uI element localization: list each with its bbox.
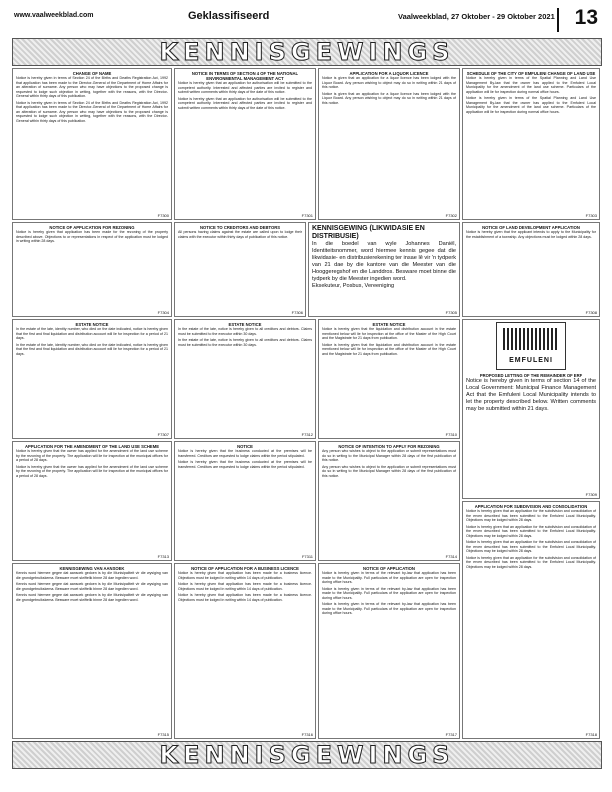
notice-body: Notice is hereby given that an application for authorisation will be submitted to the competent authority. Interested and affected parties are invited to register and submit written comments within thirty days of the date of this notice. (178, 96, 312, 110)
notice-title: NOTICE OF LAND DEVELOPMENT APPLICATION (482, 225, 580, 230)
notice-body: Notice is hereby given that the business conducted at the premises will be transferred. Creditors are requested to lodge claims within the period stipulated. (178, 460, 312, 469)
section-title: Geklassifiseerd (188, 10, 270, 22)
notice-title: NOTICE OF INTENTION TO APPLY FOR REZONING (338, 444, 440, 449)
notice (462, 222, 600, 317)
notice-body: Kennis word hiermee gegee dat aansoek gedoen is by die Munisipaliteit vir die wysiging van die grondgebruikskema. Besware moet skriftelik binne 28 dae ingedien word. (16, 571, 168, 580)
notice-ref: F7305 (445, 310, 457, 315)
site-url[interactable]: www.vaalweekblad.com (14, 12, 94, 19)
notice-body: Notice is hereby given that application has been made for a business licence. Objections must be lodged in writing within 14 days of publication. (178, 571, 312, 580)
logo-text: EMFULENI (509, 357, 553, 364)
notice-title: NOTICE (237, 444, 253, 449)
notice-title: NOTICE IN TERMS OF SECTION 4 OF THE NATIONAL ENVIRONMENTAL MANAGEMENT ACT (191, 71, 299, 82)
notice-contact: Eksekuteur, Posbus, Vereeniging (312, 283, 395, 289)
notice (318, 319, 460, 439)
notice-ref: F7301 (301, 213, 313, 218)
notice-body: Notice is hereby given that an application for authorisation will be submitted to the competent authority. Interested and affected parties are invited to register and submit written comments within thirty days of the date of this notice. (178, 81, 312, 95)
notice-title: NOTICE TO CREDITORS AND DEBTORS (199, 225, 281, 230)
notice-ref: F7310 (445, 432, 457, 437)
notice-body: Notice is hereby given that application has been made for a business licence. Objections must be lodged in writing within 14 days of publication. (178, 593, 312, 602)
notice-title: CHANGE OF NAME (72, 71, 112, 76)
notice-body: Notice is given that an application for a liquor licence has been lodged with the Liquor Board. Any person wishing to object may do so in writing within 21 days of this notice. (322, 91, 456, 105)
notice (12, 563, 172, 739)
notice (174, 563, 316, 739)
page-header (14, 8, 598, 34)
notice (174, 222, 306, 317)
banner-title: KENNISGEWINGS (159, 38, 455, 66)
notice-body: Any person who wishes to object to the application or submit representations must do so in writing to the Municipal Manager within 28 days of the first publication of this notice. (322, 464, 456, 478)
logo-graphic (503, 328, 559, 350)
notice (318, 441, 460, 561)
notice-ref: F7313 (157, 554, 169, 559)
notice-title: KENNISGEWING (LIKWIDASIE EN DISTRIBUSIE) (312, 225, 425, 240)
notice-body: Notice is hereby given in terms of section 14 of the Local Government: Municipal Finance Management Act that the Emfuleni Local Municipality intends to let the property described below. Written comments may be submitted within 21 days. (466, 378, 596, 413)
notice-ref: F7316 (301, 732, 313, 737)
notice-emfuleni (462, 319, 600, 499)
notice-body: In the estate of the late, notice is hereby given to all creditors and debtors. Claims must be submitted to the executor within 30 days. (178, 338, 312, 347)
notice-title: KENNISGEWING VAN AANSOEK (59, 566, 125, 571)
notice-ref: F7308 (585, 310, 597, 315)
notice-body: Notice is hereby given that the applicant intends to apply to the Municipality for the establishment of a township. Any objections must be lodged within 28 days. (466, 230, 596, 239)
notice-body: Notice is hereby given in terms of the relevant by-law that application has been made to the Municipality. Full particulars of the application are open for inspection during office hours. (322, 571, 456, 585)
page-number: 13 (574, 6, 598, 29)
banner-title: KENNISGEWINGS (159, 741, 455, 769)
notice-body: In die boedel van wyle Johannes Daniël, Identiteitsnommer, word hiermee kennis gegee dat die likwidasie- en distribusierekening ter insae lê vir 'n tydperk van 21 dae by die kantore van die Meester van die Hooggeregshof en die Landdros. Besware moet binne die tydperk by die Meester ingedien word. (312, 241, 456, 282)
notice-ref: F7307 (157, 432, 169, 437)
notice-ref: F7304 (157, 310, 169, 315)
notice-ref: F7311 (301, 554, 313, 559)
notice-body: Notice is hereby given in terms of the relevant by-law that application has been made to the Municipality. Full particulars of the application are open for inspection during office hours. (322, 602, 456, 616)
section-banner-top (12, 38, 602, 66)
notice-ref: F7317 (445, 732, 457, 737)
notice-title: NOTICE OF APPLICATION FOR REZONING (49, 225, 135, 230)
notice (12, 441, 172, 561)
notice-ref: F7306 (291, 310, 303, 315)
notice-body: In the estate of the late, notice is hereby given to all creditors and debtors. Claims must be submitted to the executor within 30 days. (178, 327, 312, 336)
notice (174, 441, 316, 561)
notice-body: Notice is hereby given in terms of Section 24 of the Births and Deaths Registration Act, 1992 that application has been made to the Director-General of the Department of Home Affairs for an alteration of surname. Any person who may have objections to the proposed change is requested to lodge such objection in writing, together with the reasons, with the Director-General within thirty days of this publication. (16, 76, 168, 99)
notice-body: Notice is hereby given that an application for the subdivision and consolidation of the erven described has been submitted to the Emfuleni Local Municipality. Objections may be lodged within 28 days. (466, 555, 596, 569)
notice-body: Notice is hereby given in terms of Section 24 of the Births and Deaths Registration Act, 1992 that application has been made to the Director-General of the Department of Home Affairs for an alteration of surname. Any person who may have objections to the proposed change is requested to lodge such objection in writing, together with the reasons, with the Director-General within thirty days of this publication. (16, 100, 168, 123)
notice-ref: F7300 (157, 213, 169, 218)
notice-title: PROPOSED LETTING OF THE REMAINDER OF ERF (479, 373, 583, 378)
notice (318, 563, 460, 739)
notice-ref: F7303 (585, 213, 597, 218)
notice-body: Notice is hereby given that an application for the subdivision and consolidation of the erven described has been submitted to the Emfuleni Local Municipality. Objections may be lodged within 28 days. (466, 509, 596, 523)
header-divider (557, 8, 559, 32)
notice-body: Notice is hereby given that the liquidation and distribution account in the estate mentioned below will lie for inspection at the office of the Master of the High Court and the Magistrate for 21 days from publication. (322, 342, 456, 356)
notice (462, 68, 600, 220)
notice-body: Notice is hereby given that an application for the subdivision and consolidation of the erven described has been submitted to the Emfuleni Local Municipality. Objections may be lodged within 28 days. (466, 524, 596, 538)
notice-title: NOTICE OF APPLICATION FOR A BUSINESS LICENCE (191, 566, 299, 571)
notice-title: ESTATE NOTICE (75, 322, 109, 327)
notice-title: SCHEDULE OF THE CITY OF EMFULENI CHANGE OF LAND USE (466, 71, 596, 76)
notice (174, 319, 316, 439)
notice-body: Notice is given that an application for a liquor licence has been lodged with the Liquor Board. Any person wishing to object may do so in writing within 21 days of this notice. (322, 76, 456, 90)
notice-title: ESTATE NOTICE (372, 322, 406, 327)
notice-body: Notice is hereby given that the owner has applied for the amendment of the land use scheme by the rezoning of the property. The application will lie for inspection at the municipal offices for a period of 28 days. (16, 449, 168, 463)
notice-body: Kennis word hiermee gegee dat aansoek gedoen is by die Munisipaliteit vir die wysiging van die grondgebruikskema. Besware moet skriftelik binne 28 dae ingedien word. (16, 593, 168, 602)
notice-title: APPLICATION FOR SUBDIVISION AND CONSOLIDATION (474, 504, 588, 509)
notice (462, 501, 600, 739)
notice-body: Notice is hereby given that application has been made for the rezoning of the property described above. Objections to or representations in respect of the application must be lodged in writing within 28 days. (16, 230, 168, 244)
notice-body: Kennis word hiermee gegee dat aansoek gedoen is by die Munisipaliteit vir die wysiging van die grondgebruikskema. Besware moet skriftelik binne 28 dae ingedien word. (16, 582, 168, 591)
notice-ref: F7315 (157, 732, 169, 737)
notice-body: Notice is hereby given that the liquidation and distribution account in the estate mentioned below will lie for inspection at the office of the Master of the High Court and the Magistrate for 21 days from publication. (322, 327, 456, 341)
notice-ref: F7309 (585, 492, 597, 497)
notice-body: Notice is hereby given that the owner has applied for the amendment of the land use scheme by the rezoning of the property. The application will lie for inspection at the municipal offices for a period of 28 days. (16, 464, 168, 478)
notice-title: APPLICATION FOR THE AMENDMENT OF THE LAND USE SCHEME (25, 444, 159, 449)
notice-ref: F7302 (445, 213, 457, 218)
notice (318, 68, 460, 220)
emfuleni-logo (496, 322, 566, 370)
notice-ref: F7314 (445, 554, 457, 559)
notice-title: NOTICE OF APPLICATION (363, 566, 415, 571)
notice-liquidation (308, 222, 460, 317)
notice-body: In the estate of the late, identity number, who died on the date indicated, notice is hereby given that the first and final liquidation and distribution account will lie for inspection for a period of 21 days. (16, 342, 168, 356)
notice-body: In the estate of the late, identity number, who died on the date indicated, notice is hereby given that the first and final liquidation and distribution account will lie for inspection for a period of 21 days. (16, 327, 168, 341)
notice (12, 222, 172, 317)
notice-body: All persons having claims against the estate are called upon to lodge their claims with the executor within thirty days of publication of this notice. (178, 230, 302, 239)
notice-ref: F7318 (585, 732, 597, 737)
notice (12, 68, 172, 220)
notice (174, 68, 316, 220)
notice-body: Notice is hereby given in terms of the Spatial Planning and Land Use Management By-law that the owner has applied to the Emfuleni Local Municipality for the amendment of the land use scheme. Particulars of the application will lie for inspection during normal office hours. (466, 96, 596, 114)
notice-body: Notice is hereby given that an application for the subdivision and consolidation of the erven described has been submitted to the Emfuleni Local Municipality. Objections may be lodged within 28 days. (466, 540, 596, 554)
notice-body: Notice is hereby given that the business conducted at the premises will be transferred. Creditors are requested to lodge claims within the period stipulated. (178, 449, 312, 458)
notice-body: Notice is hereby given that application has been made for a business licence. Objections must be lodged in writing within 14 days of publication. (178, 582, 312, 591)
notice-body: Any person who wishes to object to the application or submit representations must do so in writing to the Municipal Manager within 28 days of the first publication of this notice. (322, 449, 456, 463)
notice-body: Notice is hereby given in terms of the Spatial Planning and Land Use Management By-law that the owner has applied to the Emfuleni Local Municipality for the amendment of the land use scheme. Particulars of the application will lie for inspection during normal office hours. (466, 76, 596, 94)
issue-date: Vaalweekblad, 27 Oktober - 29 Oktober 2021 (398, 12, 555, 21)
notice (12, 319, 172, 439)
notice-body: Notice is hereby given in terms of the relevant by-law that application has been made to the Municipality. Full particulars of the application are open for inspection during office hours. (322, 586, 456, 600)
notice-ref: F7312 (301, 432, 313, 437)
section-banner-bottom (12, 741, 602, 769)
notice-title: ESTATE NOTICE (228, 322, 262, 327)
notice-title: APPLICATION FOR A LIQUOR LICENCE (349, 71, 429, 76)
